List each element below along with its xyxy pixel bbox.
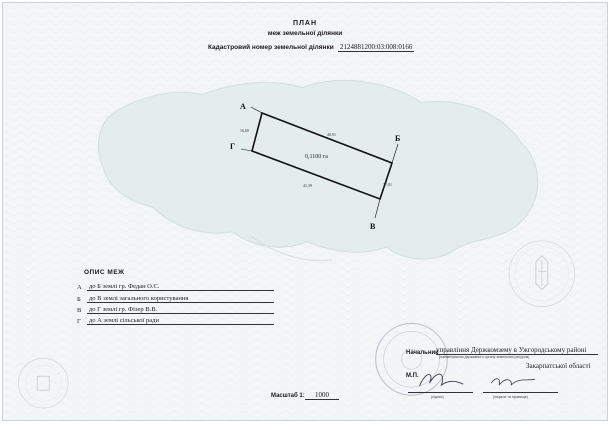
document-title: ПЛАН bbox=[292, 20, 318, 27]
boundary-text: до Г землі гр. Фізер В.В. bbox=[87, 306, 274, 314]
side-length-bv: 17,01 bbox=[383, 182, 392, 187]
name-subcaption: (ініціали та прізвище) bbox=[493, 395, 528, 399]
chief-organization: управління Держкомзему в Ужгородському районі bbox=[436, 346, 598, 355]
boundary-text: до В землі загального користування bbox=[87, 295, 274, 303]
plot-area: 0,1100 га bbox=[305, 154, 328, 160]
boundary-letter: Б bbox=[77, 296, 81, 303]
boundary-text: до А землі сільської ради bbox=[87, 317, 274, 325]
boundary-row bbox=[77, 295, 274, 303]
chief-subcaption: (найменування державного органу земельних ресурсів) bbox=[439, 355, 530, 359]
corner-label-v: В bbox=[370, 222, 376, 231]
cadastral-number: 2124881200:03:008:0166 bbox=[340, 43, 413, 51]
boundary-row bbox=[77, 317, 274, 325]
corner-label-g: Г bbox=[230, 142, 236, 151]
cadastral-label: Кадастровий номер земельної ділянки bbox=[208, 44, 334, 51]
boundaries-title: ОПИС МЕЖ bbox=[84, 269, 125, 276]
scale-value: 1000 bbox=[305, 391, 339, 400]
boundary-row bbox=[77, 306, 274, 314]
boundary-row bbox=[77, 283, 274, 291]
leader-a bbox=[251, 107, 262, 113]
boundary-text: до Б землі гр. Федан О.С. bbox=[87, 283, 274, 291]
boundary-letter: В bbox=[77, 307, 82, 314]
boundary-letter: А bbox=[77, 284, 82, 291]
document-sheet bbox=[2, 2, 608, 421]
side-length-ga: 16,60 bbox=[240, 128, 249, 133]
region-text: Закарпатської області bbox=[526, 362, 591, 370]
signature-line bbox=[408, 392, 473, 393]
side-length-ab: 40,91 bbox=[327, 132, 336, 137]
corner-label-b: Б bbox=[395, 134, 401, 143]
mp-label: М.П. bbox=[406, 373, 419, 379]
document-subtitle: меж земельної ділянки bbox=[267, 30, 343, 37]
signature-subcaption: (підпис) bbox=[431, 395, 444, 399]
name-line bbox=[483, 392, 558, 393]
chief-label: Начальник bbox=[406, 350, 439, 356]
boundary-letter: Г bbox=[77, 318, 81, 325]
scale-label: Масштаб 1: bbox=[271, 393, 305, 399]
leader-v bbox=[375, 199, 380, 218]
leader-g bbox=[241, 149, 252, 151]
leader-b bbox=[392, 144, 398, 163]
side-length-vg: 41,39 bbox=[303, 183, 312, 188]
corner-label-a: А bbox=[240, 102, 246, 111]
